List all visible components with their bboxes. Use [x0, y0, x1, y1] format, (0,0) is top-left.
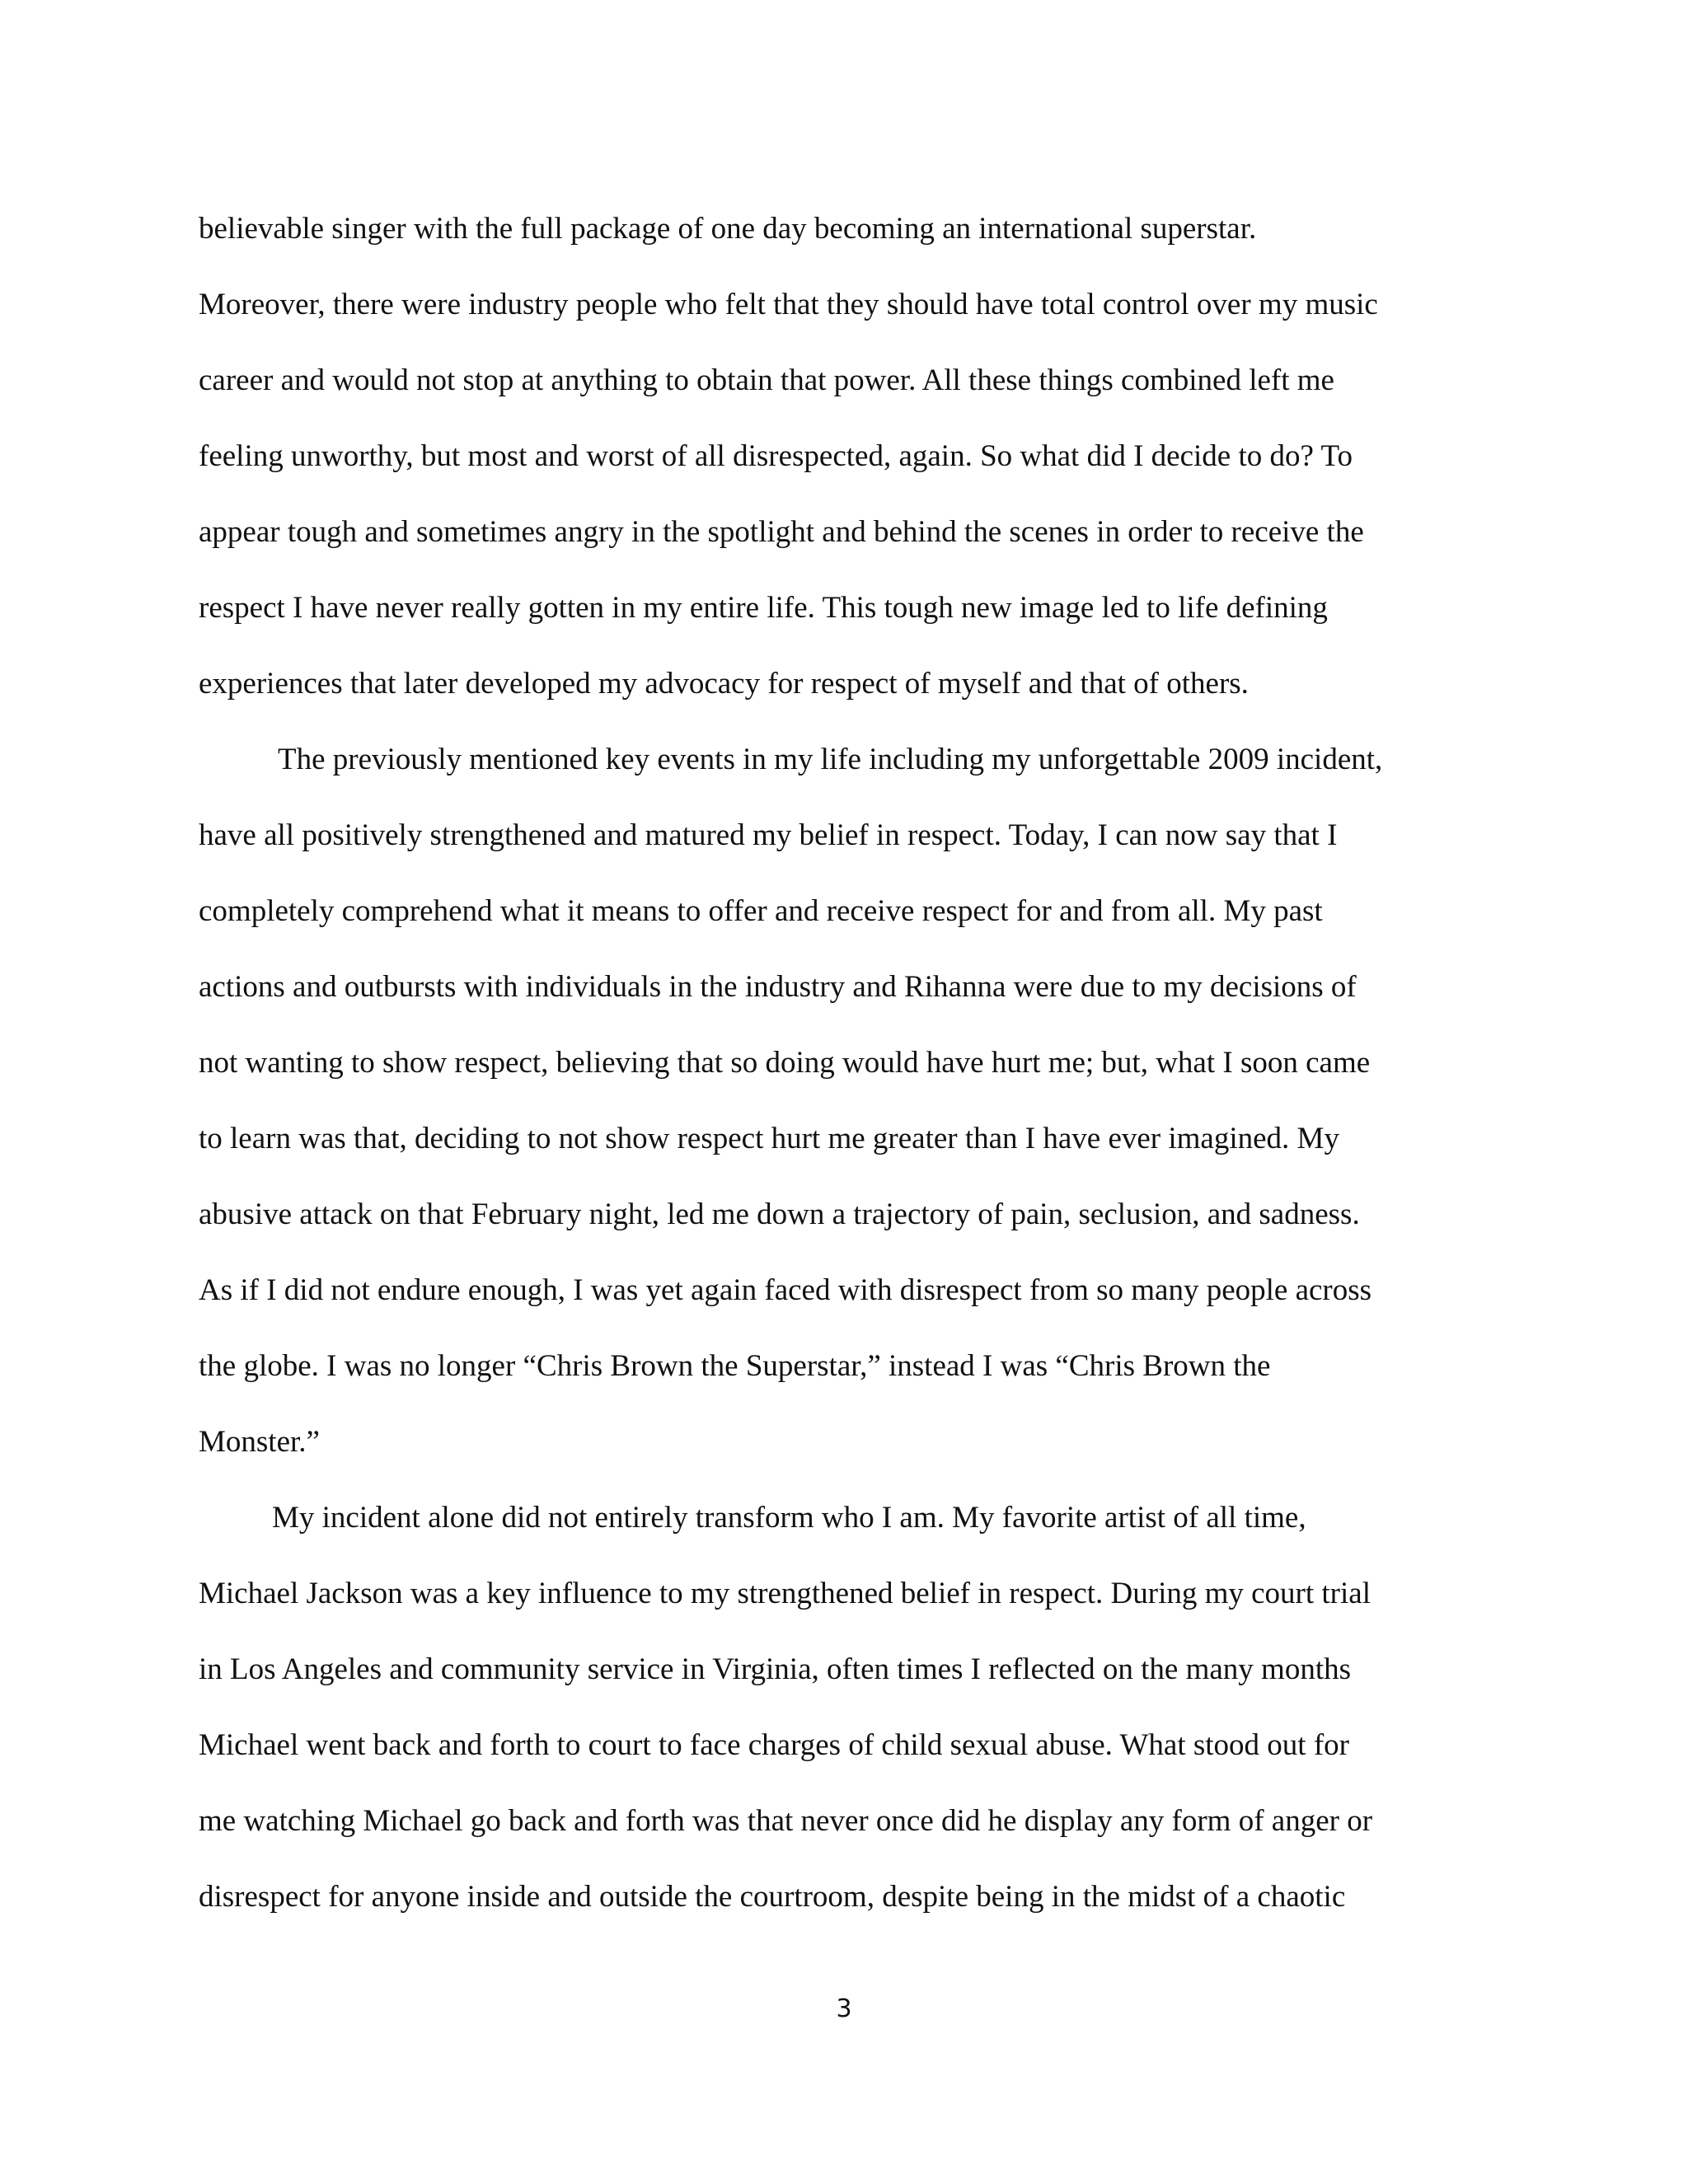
text-line: believable singer with the full package of one day becoming an international superstar.: [199, 212, 1257, 246]
text-line: have all positively strengthened and matured my belief in respect. Today, I can now say that I: [199, 818, 1338, 852]
text-line: Michael Jackson was a key influence to my strengthened belief in respect. During my court trial: [199, 1577, 1371, 1610]
text-line: appear tough and sometimes angry in the spotlight and behind the scenes in order to receive the: [199, 515, 1364, 549]
text-line: feeling unworthy, but most and worst of all disrespected, again. So what did I decide to do? To: [199, 439, 1353, 473]
text-line: Michael went back and forth to court to face charges of child sexual abuse. What stood out for: [199, 1728, 1349, 1762]
text-line: abusive attack on that February night, led me down a trajectory of pain, seclusion, and sadness.: [199, 1197, 1360, 1231]
text-line: in Los Angeles and community service in Virginia, often times I reflected on the many months: [199, 1652, 1351, 1686]
text-line: to learn was that, deciding to not show respect hurt me greater than I have ever imagined. My: [199, 1122, 1339, 1155]
text-line: the globe. I was no longer “Chris Brown the Superstar,” instead I was “Chris Brown the: [199, 1349, 1271, 1383]
text-line: As if I did not endure enough, I was yet again faced with disrespect from so many people across: [199, 1273, 1372, 1307]
text-line: completely comprehend what it means to offer and receive respect for and from all. My past: [199, 894, 1323, 928]
text-line: respect I have never really gotten in my entire life. This tough new image led to life defining: [199, 591, 1328, 625]
text-line: experiences that later developed my advocacy for respect of myself and that of others.: [199, 667, 1249, 701]
text-line: career and would not stop at anything to obtain that power. All these things combined left me: [199, 363, 1334, 397]
text-line: The previously mentioned key events in my life including my unforgettable 2009 incident,: [278, 743, 1383, 776]
text-line: actions and outbursts with individuals in the industry and Rihanna were due to my decisions of: [199, 970, 1357, 1004]
text-line: me watching Michael go back and forth was that never once did he display any form of anger or: [199, 1804, 1373, 1838]
text-line: My incident alone did not entirely transform who I am. My favorite artist of all time,: [272, 1501, 1306, 1535]
text-line: Monster.”: [199, 1425, 320, 1459]
text-line: disrespect for anyone inside and outside the courtroom, despite being in the midst of a chaotic: [199, 1880, 1346, 1914]
text-line: Moreover, there were industry people who felt that they should have total control over my music: [199, 288, 1378, 321]
page-number: 3: [836, 1994, 852, 2023]
text-line: not wanting to show respect, believing that so doing would have hurt me; but, what I soon came: [199, 1046, 1371, 1080]
body-text: [199, 191, 1493, 1935]
